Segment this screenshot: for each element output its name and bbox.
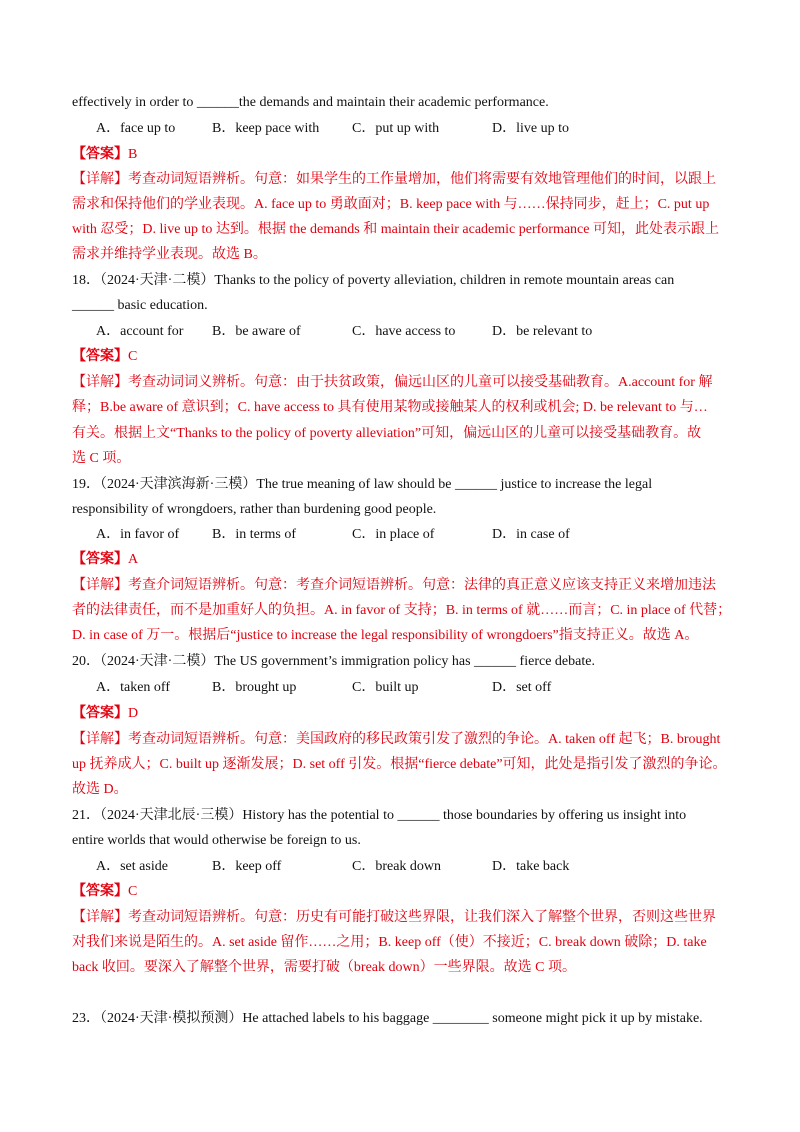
option-a: A．account for [96,324,184,339]
question-21-stem: entire worlds that would otherwise be foreign to us. [72,833,361,848]
question-20-answer [72,704,138,724]
option-b: B．be aware of [212,324,301,339]
question-19-detail-line: 者的法律责任，而不是加重好人的负担。A. in favor of 支持；B. in terms of 就……而言；C. in place of 代替； [72,603,732,618]
question-19-stem: 19．（2024·天津滨海新·三模）The true meaning of law should be ______ justice to increase the legal [72,477,653,492]
option-a: A．in favor of [96,527,180,542]
question-18-answer [72,347,137,367]
question-19-options [96,525,696,545]
question-21-detail-line: 【详解】考查动词短语辨析。句意：历史有可能打破这些界限，让我们深入了解整个世界，否则这些世界 [72,910,716,925]
question-20-options [96,678,696,698]
question-17-answer [72,145,137,165]
option-c: C．in place of [352,527,435,542]
question-23-stem: 23．（2024·天津·模拟预测）He attached labels to his baggage ________ someone might pick it up by mistake. [72,1011,703,1026]
question-17-detail-line: with 忍受；D. live up to 达到。根据 the demands 和 maintain their academic performance 可知，此处表示跟上 [72,222,719,237]
question-18-stem: ______ basic education. [72,298,208,313]
question-18-detail-line: 选 C 项。 [72,451,131,466]
question-21-detail-line: back 收回。要深入了解整个世界，需要打破（break down）一些界限。故选 C 项。 [72,960,576,975]
answer-value: B [128,147,138,162]
answer-label: 【答案】 [72,147,128,162]
question-17-options [96,119,696,139]
option-c: C．have access to [352,324,456,339]
option-b: B．keep pace with [212,121,320,136]
option-c: C．built up [352,680,419,695]
question-18-detail-line: 有关。根据上文“Thanks to the policy of poverty alleviation”可知，偏远山区的儿童可以接受基础教育。故 [72,426,702,441]
option-b: B．keep off [212,859,282,874]
question-17-stem: effectively in order to ______the demands and maintain their academic performance. [72,95,549,110]
answer-label: 【答案】 [72,552,128,567]
option-a: A．face up to [96,121,176,136]
question-21-answer [72,882,137,902]
option-b: B．brought up [212,680,297,695]
question-20-detail-line: 【详解】考查动词短语辨析。句意：美国政府的移民政策引发了激烈的争论。A. taken off 起飞；B. brought [72,732,721,747]
question-17-detail-line: 需求和保持他们的学业表现。A. face up to 勇敢面对；B. keep pace with 与……保持同步，赶上；C. put up [72,197,710,212]
answer-label: 【答案】 [72,349,128,364]
answer-label: 【答案】 [72,706,128,721]
question-20-detail-line: up 抚养成人；C. built up 逐渐发展；D. set off 引发。根据“fierce debate”可知，此处是指引发了激烈的争论。 [72,757,727,772]
answer-label: 【答案】 [72,884,128,899]
question-19-answer [72,550,138,570]
question-18-detail-line: 释；B.be aware of 意识到；C. have access to 具有使用某物或接触某人的权利或机会; D. be relevant to 与… [72,400,708,415]
answer-value: A [128,552,139,567]
question-21-detail-line: 对我们来说是陌生的。A. set aside 留作……之用；B. keep off（使）不接近；C. break down 破除；D. take [72,935,707,950]
option-a: A．taken off [96,680,170,695]
option-d: D．in case of [492,527,570,542]
question-19-detail-line: 【详解】考查介词短语辨析。句意：考查介词短语辨析。句意：法律的真正意义应该支持正义来增加违法 [72,578,716,593]
option-d: D．live up to [492,121,569,136]
option-c: C．put up with [352,121,440,136]
answer-value: C [128,884,138,899]
option-c: C．break down [352,859,442,874]
option-d: D．set off [492,680,552,695]
option-d: D．take back [492,859,570,874]
option-a: A．set aside [96,859,168,874]
option-b: B．in terms of [212,527,296,542]
question-21-options [96,857,696,877]
question-19-stem: responsibility of wrongdoers, rather than burdening good people. [72,502,437,517]
question-20-detail-line: 故选 D。 [72,782,128,797]
question-18-stem: 18．（2024·天津·二模）Thanks to the policy of poverty alleviation, children in remote mountain areas can [72,273,675,288]
answer-value: D [128,706,139,721]
option-d: D．be relevant to [492,324,593,339]
question-21-stem: 21．（2024·天津北辰·三模）History has the potential to ______ those boundaries by offering us insight into [72,808,687,823]
answer-value: C [128,349,138,364]
question-18-detail-line: 【详解】考查动词词义辨析。句意：由于扶贫政策，偏远山区的儿童可以接受基础教育。A.account for 解 [72,375,713,390]
question-18-options [96,322,696,342]
question-17-detail-line: 【详解】考查动词短语辨析。句意：如果学生的工作量增加，他们将需要有效地管理他们的时间，以跟上 [72,172,716,187]
question-20-stem: 20．（2024·天津·二模）The US government’s immigration policy has ______ fierce debate. [72,654,595,669]
question-19-detail-line: D. in case of 万一。根据后“justice to increase the legal responsibility of wrongdoers”指支持正义。故选 A。 [72,628,699,643]
question-17-detail-line: 需求并维持学业表现。故选 B。 [72,247,267,262]
